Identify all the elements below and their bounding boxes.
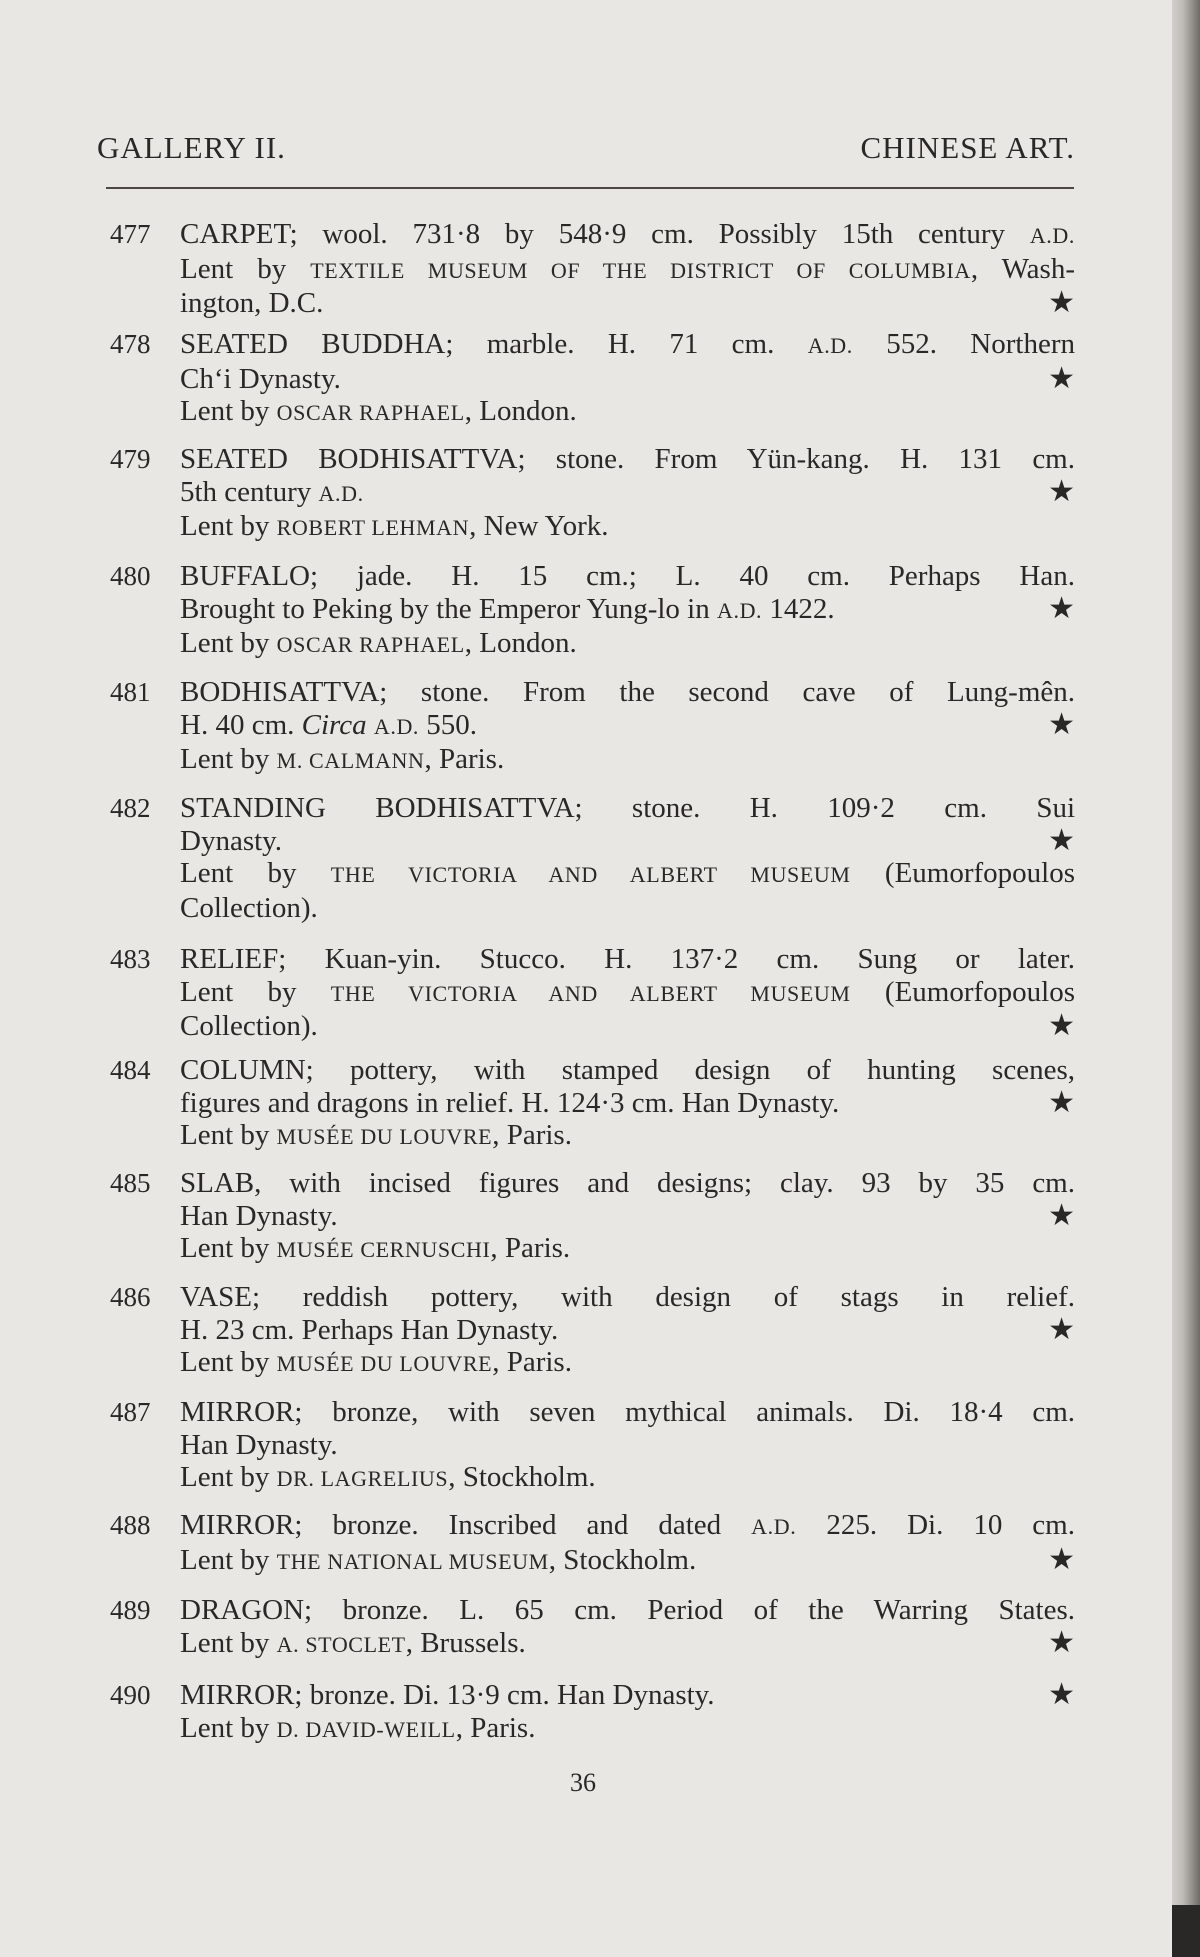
line-text: Lent by (180, 1626, 277, 1659)
entry-line (180, 590, 1075, 628)
line-text: ington, D.C. (180, 287, 324, 319)
catalogue-entry (110, 676, 1075, 778)
entry-number: 481 (110, 677, 151, 707)
catalogue-entry (110, 1594, 1075, 1661)
page-edge (1172, 0, 1200, 1957)
entry-text (180, 943, 1075, 1043)
line-text: MIRROR; bronze. Inscribed and dated (180, 1509, 752, 1541)
line-text-after: 552. Northern (852, 328, 1075, 360)
entry-line (180, 395, 1075, 430)
line-text: Brought to Peking by the Emperor Yung-lo in (180, 592, 717, 625)
entry-line (180, 1594, 1075, 1627)
line-text: BODHISATTVA; stone. From the second cave of Lung-mên. (180, 676, 1075, 708)
line-text: 5th century (180, 475, 319, 508)
line-text-after: , Wash- (970, 252, 1075, 285)
section-heading: CHINESE ART. (860, 130, 1075, 165)
line-text: Lent by (180, 395, 277, 427)
line-text-after: , Paris. (455, 1711, 536, 1744)
star-icon: ★ (1048, 1084, 1075, 1120)
entry-number: 489 (110, 1595, 151, 1625)
entry-line (180, 1084, 1075, 1120)
line-text-after: , London. (464, 395, 577, 427)
line-text: STANDING BODHISATTVA; stone. H. 109·2 cm. Sui (180, 792, 1075, 824)
italic-text: Circa (301, 708, 367, 741)
entry-text (180, 328, 1075, 430)
entry-line (180, 1624, 1075, 1662)
lender-name: A.D. (318, 480, 364, 506)
lender-name: M. CALMANN (276, 748, 425, 773)
line-text-after: , Stockholm. (548, 1543, 697, 1576)
line-text: Lent by (180, 743, 277, 775)
line-text: Lent by (180, 1232, 277, 1264)
line-text: Ch‘i Dynasty. (180, 362, 341, 395)
line-text: Lent by (180, 857, 331, 889)
line-text: Lent by (180, 1461, 277, 1493)
entry-number: 486 (110, 1282, 151, 1312)
star-icon: ★ (1048, 285, 1075, 320)
entry-number: 490 (110, 1680, 151, 1710)
entry-text (180, 1679, 1075, 1746)
entry-text (180, 792, 1075, 924)
star-icon: ★ (1048, 1197, 1075, 1233)
star-icon: ★ (1048, 1624, 1075, 1660)
entry-line (180, 1167, 1075, 1200)
entry-number: 479 (110, 444, 151, 474)
entry-number: 485 (110, 1168, 151, 1198)
entry-line (180, 1232, 1075, 1267)
entry-line (180, 287, 1075, 320)
entry-line (180, 218, 1075, 253)
line-text: VASE; reddish pottery, with design of stags in relief. (180, 1281, 1075, 1313)
line-text: Lent by (180, 975, 331, 1008)
entry-line (180, 560, 1075, 593)
catalogue-entry (110, 1679, 1075, 1746)
star-icon: ★ (1048, 1311, 1075, 1347)
entry-line (180, 253, 1075, 288)
star-icon: ★ (1048, 1541, 1075, 1577)
line-text-after: , London. (464, 627, 577, 659)
entry-line (180, 443, 1075, 476)
star-icon: ★ (1048, 360, 1075, 396)
line-text: Han Dynasty. (180, 1428, 338, 1461)
lender-name: THE VICTORIA AND ALBERT MUSEUM (330, 862, 851, 887)
catalogue-entry (110, 560, 1075, 662)
entry-text (180, 443, 1075, 545)
catalogue-entry (110, 1396, 1075, 1496)
line-text: Lent by (180, 252, 311, 285)
lender-name: A.D. (373, 713, 420, 739)
line-text-after: , Paris. (424, 743, 505, 775)
star-icon: ★ (1048, 590, 1075, 626)
line-text-after: 225. Di. 10 cm. (796, 1509, 1075, 1541)
catalogue-entry (110, 1509, 1075, 1578)
line-text-after: , New York. (469, 510, 609, 542)
entry-line (180, 1197, 1075, 1233)
line-text-after: , Stockholm. (448, 1461, 596, 1493)
line-text-after: , Paris. (492, 1346, 572, 1378)
entry-text (180, 218, 1075, 320)
entry-number: 487 (110, 1397, 151, 1427)
line-text-after: , Brussels. (405, 1626, 526, 1659)
lender-name: OSCAR RAPHAEL (276, 400, 465, 425)
entry-line (180, 706, 1075, 744)
entry-line (180, 473, 1075, 511)
line-text: Collection). (180, 891, 318, 924)
entry-line (180, 822, 1075, 858)
lender-name: THE NATIONAL MUSEUM (276, 1548, 549, 1574)
line-text: Collection). (180, 1010, 318, 1042)
lender-name: A.D. (1029, 223, 1075, 248)
line-text: Lent by (180, 1711, 277, 1744)
entry-line (180, 676, 1075, 709)
lender-name: OSCAR RAPHAEL (276, 632, 465, 657)
entry-text (180, 1281, 1075, 1381)
entry-text (180, 1594, 1075, 1661)
entry-line (180, 1679, 1075, 1712)
line-text-after: , Paris. (490, 1232, 571, 1264)
entry-line (180, 360, 1075, 396)
entry-line (180, 1429, 1075, 1462)
lender-name: ROBERT LEHMAN (276, 515, 470, 540)
entry-line (180, 1396, 1075, 1429)
line-text: COLUMN; pottery, with stamped design of hunting scenes, (180, 1054, 1075, 1086)
entry-number: 482 (110, 793, 151, 823)
line-text: Lent by (180, 1119, 277, 1151)
entry-text (180, 560, 1075, 662)
entry-line (180, 1119, 1075, 1154)
line-text: Lent by (180, 1346, 277, 1378)
line-text: SLAB, with incised figures and designs; clay. 93 by 35 cm. (180, 1167, 1075, 1199)
entry-number: 483 (110, 944, 151, 974)
entry-number: 484 (110, 1055, 151, 1085)
line-text: SEATED BODHISATTVA; stone. From Yün-kang. H. 131 cm. (180, 443, 1075, 475)
entry-line (180, 976, 1075, 1011)
entry-number: 477 (110, 219, 151, 249)
line-text: MIRROR; bronze. Di. 13·9 cm. Han Dynasty. (180, 1679, 715, 1711)
entry-line (180, 1541, 1075, 1579)
line-text: SEATED BUDDHA; marble. H. 71 cm. (180, 328, 808, 360)
catalogue-entry (110, 792, 1075, 924)
line-text: DRAGON; bronze. L. 65 cm. Period of the Warring States. (180, 1594, 1075, 1626)
entry-line (180, 510, 1075, 545)
lender-name: D. DAVID-WEILL (276, 1716, 456, 1742)
running-header (97, 130, 1075, 174)
line-text: RELIEF; Kuan-yin. Stucco. H. 137·2 cm. Sung or later. (180, 943, 1075, 975)
catalogue-entry (110, 1167, 1075, 1267)
entry-line (180, 792, 1075, 825)
catalogue-entry (110, 1281, 1075, 1381)
entry-text (180, 1167, 1075, 1267)
line-text-after: (Eumorfopoulos (850, 857, 1076, 889)
entry-line (180, 1461, 1075, 1496)
entry-line (180, 1346, 1075, 1381)
line-text-after: (Eumorfopoulos (850, 975, 1076, 1008)
line-text: H. 23 cm. Perhaps Han Dynasty. (180, 1313, 559, 1346)
star-icon: ★ (1048, 706, 1075, 742)
lender-name: TEXTILE MUSEUM OF THE DISTRICT OF COLUMBIA (310, 257, 971, 283)
entry-text (180, 1396, 1075, 1496)
lender-name: MUSÉE DU LOUVRE (276, 1351, 493, 1376)
entry-line (180, 1311, 1075, 1347)
entry-text (180, 1054, 1075, 1154)
star-icon: ★ (1048, 473, 1075, 509)
entry-text (180, 676, 1075, 778)
entry-line (180, 857, 1075, 892)
catalogue-entry (110, 443, 1075, 545)
line-text-after: , Paris. (492, 1119, 572, 1151)
lender-name: THE VICTORIA AND ALBERT MUSEUM (330, 980, 851, 1006)
entry-number: 480 (110, 561, 151, 591)
entry-line (180, 1281, 1075, 1314)
entry-line (180, 892, 1075, 925)
lender-name: A.D. (807, 333, 853, 358)
lender-name: A.D. (716, 597, 763, 623)
star-icon: ★ (1048, 1677, 1075, 1712)
entry-line (180, 1509, 1075, 1544)
line-text-after: 550. (419, 708, 478, 741)
line-text: Dynasty. (180, 824, 283, 857)
entry-line (180, 943, 1075, 976)
catalogue-entry (110, 218, 1075, 320)
line-text: BUFFALO; jade. H. 15 cm.; L. 40 cm. Perhaps Han. (180, 560, 1075, 592)
lender-name: MUSÉE DU LOUVRE (276, 1124, 493, 1149)
page-edge-shadow (1172, 1905, 1200, 1957)
catalogue-entry (110, 1054, 1075, 1154)
gallery-heading: GALLERY II. (97, 130, 286, 165)
line-text: Lent by (180, 510, 277, 542)
entry-line (180, 1054, 1075, 1087)
entry-line (180, 1010, 1075, 1043)
line-text: Han Dynasty. (180, 1199, 338, 1232)
lender-name: A.D. (751, 1514, 797, 1539)
line-text: MIRROR; bronze, with seven mythical animals. Di. 18·4 cm. (180, 1396, 1075, 1428)
entry-line (180, 743, 1075, 778)
line-text: H. 40 cm. (180, 708, 302, 741)
lender-name: MUSÉE CERNUSCHI (276, 1237, 491, 1262)
line-text: Lent by (180, 1543, 277, 1576)
catalogue-entry (110, 943, 1075, 1043)
lender-name: DR. LAGRELIUS (276, 1466, 449, 1491)
entry-text (180, 1509, 1075, 1578)
entry-line (180, 1712, 1075, 1747)
lender-name: A. STOCLET (276, 1631, 406, 1657)
page-number: 36 (570, 1768, 596, 1797)
entry-line (180, 328, 1075, 363)
entry-number: 488 (110, 1510, 151, 1540)
star-icon: ★ (1048, 1008, 1075, 1043)
line-text: CARPET; wool. 731·8 by 548·9 cm. Possibly 15th century (180, 218, 1030, 250)
star-icon: ★ (1048, 822, 1075, 858)
line-text-after: 1422. (762, 592, 835, 625)
header-rule (106, 187, 1074, 189)
catalogue-entry (110, 328, 1075, 430)
entry-number: 478 (110, 329, 151, 359)
line-text: Lent by (180, 627, 277, 659)
entry-line (180, 627, 1075, 662)
line-text: figures and dragons in relief. H. 124·3 cm. Han Dynasty. (180, 1086, 840, 1119)
